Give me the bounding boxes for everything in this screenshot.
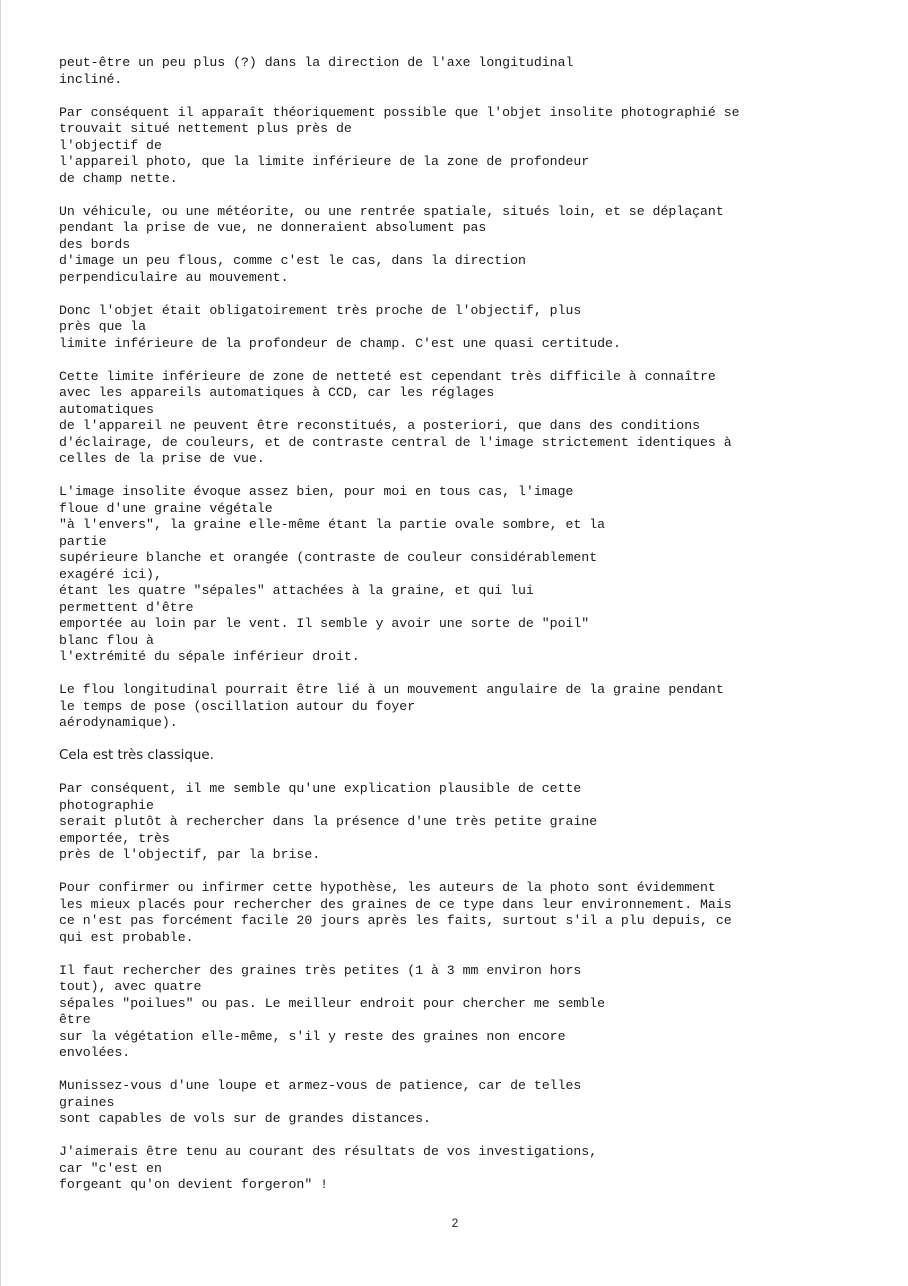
text-line: exagéré ici), [59, 566, 162, 582]
page-number: 2 [451, 1216, 459, 1230]
text-line: étant les quatre "sépales" attachées à la graine, et qui lui [59, 583, 534, 598]
text-line: aérodynamique). [59, 715, 178, 730]
paragraph [59, 369, 859, 468]
text-line: trouvait situé nettement plus près de [59, 121, 352, 136]
text-line: les mieux placés pour rechercher des graines de ce type dans leur environnement. Mais [59, 896, 732, 912]
text-line: permettent d'être [59, 599, 194, 615]
text-line: Par conséquent il apparaît théoriquement possible que l'objet insolite photographié se [59, 104, 740, 120]
paragraph [59, 1078, 859, 1128]
text-line: floue d'une graine végétale [59, 500, 273, 516]
text-line: l'extrémité du sépale inférieur droit. [59, 649, 360, 664]
text-line: L'image insolite évoque assez bien, pour moi en tous cas, l'image [59, 484, 574, 499]
text-line: celles de la prise de vue. [59, 451, 265, 466]
text-line: près de l'objectif, par la brise. [59, 847, 321, 862]
text-line: serait plutôt à rechercher dans la présence d'une très petite graine [59, 814, 598, 829]
text-line: peut-être un peu plus (?) dans la direction de l'axe longitudinal [59, 55, 574, 70]
text-line: Cela est très classique. [59, 748, 214, 763]
text-line: Un véhicule, ou une météorite, ou une rentrée spatiale, situés loin, et se déplaçant [59, 203, 724, 219]
text-line: emportée, très [59, 830, 170, 846]
text-line: partie [59, 533, 107, 549]
text-line: le temps de pose (oscillation autour du foyer [59, 698, 416, 714]
text-line: photographie [59, 797, 154, 813]
text-line: des bords [59, 236, 131, 252]
paragraph [59, 880, 859, 946]
text-line: ce n'est pas forcément facile 20 jours après les faits, surtout s'il a plu depuis, ce [59, 913, 732, 928]
text-line: supérieure blanche et orangée (contraste de couleur considérablement [59, 550, 598, 565]
text-line: limite inférieure de la profondeur de champ. C'est une quasi certitude. [59, 335, 621, 351]
text-line: avec les appareils automatiques à CCD, car les réglages [59, 385, 495, 400]
text-line: Donc l'objet était obligatoirement très proche de l'objectif, plus [59, 302, 582, 318]
text-line: être [59, 1012, 91, 1027]
paragraph [59, 748, 859, 765]
text-line: blanc flou à [59, 632, 154, 648]
text-line: de champ nette. [59, 170, 178, 186]
paragraph [59, 781, 859, 864]
paragraph [59, 105, 859, 188]
text-line: sont capables de vols sur de grandes distances. [59, 1111, 431, 1126]
text-line: Par conséquent, il me semble qu'une explication plausible de cette [59, 781, 582, 796]
paragraph [59, 303, 859, 353]
text-line: Il faut rechercher des graines très petites (1 à 3 mm environ hors [59, 962, 582, 978]
text-line: l'appareil photo, que la limite inférieure de la zone de profondeur [59, 154, 590, 169]
text-line: tout), avec quatre [59, 979, 202, 994]
text-line: car "c'est en [59, 1160, 162, 1176]
text-line: "à l'envers", la graine elle-même étant la partie ovale sombre, et la [59, 517, 606, 532]
paragraph [59, 55, 859, 88]
paragraph [59, 484, 859, 666]
document-body [59, 55, 859, 1210]
text-line: envolées. [59, 1045, 131, 1060]
text-line: d'éclairage, de couleurs, et de contraste central de l'image strictement identiques à [59, 434, 732, 450]
text-line: pendant la prise de vue, ne donneraient absolument pas [59, 220, 487, 235]
paragraph [59, 963, 859, 1062]
text-line: sur la végétation elle-même, s'il y reste des graines non encore [59, 1028, 566, 1044]
text-line: incliné. [59, 71, 123, 87]
text-line: d'image un peu flous, comme c'est le cas, dans la direction [59, 253, 526, 268]
text-line: perpendiculaire au mouvement. [59, 269, 289, 285]
text-line: Munissez-vous d'une loupe et armez-vous de patience, car de telles [59, 1078, 582, 1093]
paragraph [59, 204, 859, 287]
text-line: Pour confirmer ou infirmer cette hypothèse, les auteurs de la photo sont évidemment [59, 880, 716, 895]
paragraph [59, 682, 859, 732]
text-line: emportée au loin par le vent. Il semble y avoir une sorte de "poil" [59, 616, 590, 631]
text-line: graines [59, 1094, 115, 1110]
text-line: Le flou longitudinal pourrait être lié à un mouvement angulaire de la graine pendant [59, 682, 724, 697]
text-line: forgeant qu'on devient forgeron" ! [59, 1177, 329, 1192]
text-line: qui est probable. [59, 929, 194, 945]
text-line: J'aimerais être tenu au courant des résultats de vos investigations, [59, 1144, 598, 1159]
text-line: l'objectif de [59, 137, 162, 153]
text-line: automatiques [59, 401, 154, 417]
text-line: de l'appareil ne peuvent être reconstitués, a posteriori, que dans des conditions [59, 418, 701, 433]
text-line: sépales "poilues" ou pas. Le meilleur endroit pour chercher me semble [59, 995, 606, 1011]
text-line: Cette limite inférieure de zone de netteté est cependant très difficile à connaître [59, 368, 716, 384]
paragraph [59, 1144, 859, 1194]
text-line: près que la [59, 319, 147, 334]
